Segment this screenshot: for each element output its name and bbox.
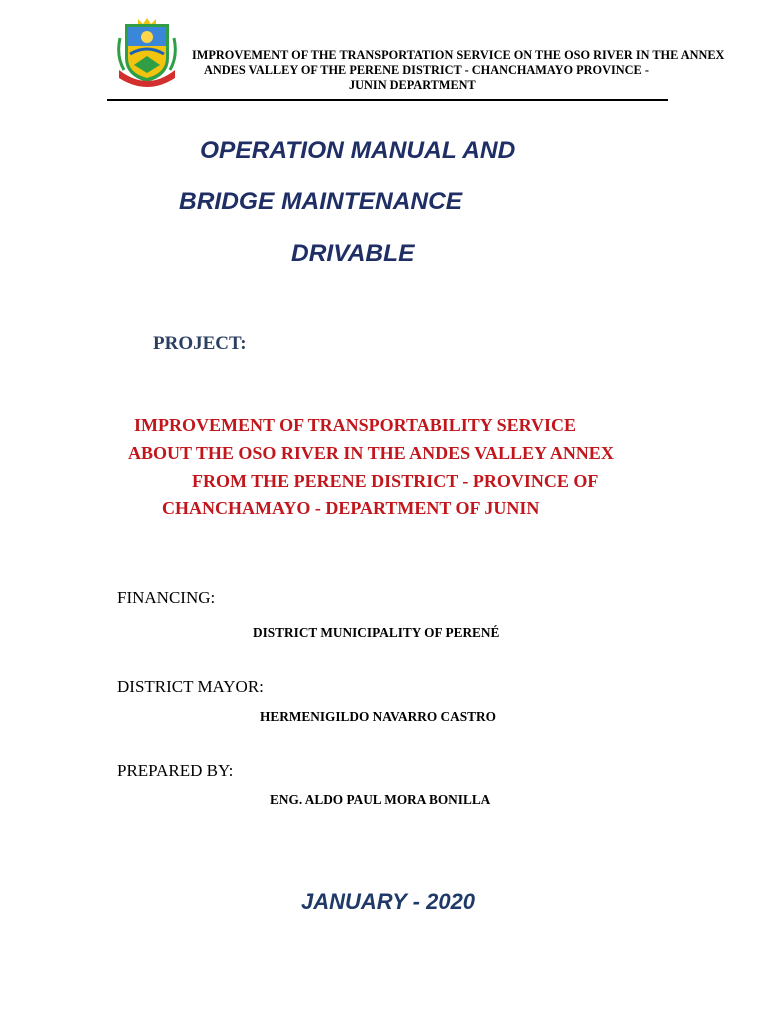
document-date: JANUARY - 2020 <box>301 889 476 914</box>
prepared-by-label: PREPARED BY: <box>117 761 234 780</box>
project-label: PROJECT: <box>153 333 247 354</box>
project-line-3: FROM THE PERENE DISTRICT - PROVINCE OF <box>192 471 599 491</box>
header-rule <box>107 99 668 101</box>
title-line-1: OPERATION MANUAL AND <box>200 137 516 164</box>
financing-label: FINANCING: <box>117 588 216 607</box>
project-line-4: CHANCHAMAYO - DEPARTMENT OF JUNIN <box>162 498 540 518</box>
prepared-by-value: ENG. ALDO PAUL MORA BONILLA <box>270 792 491 807</box>
mayor-label: DISTRICT MAYOR: <box>117 677 264 696</box>
mayor-value: HERMENIGILDO NAVARRO CASTRO <box>260 709 496 724</box>
title-line-2: BRIDGE MAINTENANCE <box>179 188 463 215</box>
municipal-crest-logo <box>116 18 178 88</box>
project-line-1: IMPROVEMENT OF TRANSPORTABILITY SERVICE <box>134 415 576 435</box>
project-line-2: ABOUT THE OSO RIVER IN THE ANDES VALLEY ANNEX <box>128 443 614 463</box>
header-line-3: JUNIN DEPARTMENT <box>349 78 476 92</box>
title-line-3: DRIVABLE <box>291 240 415 267</box>
financing-value: DISTRICT MUNICIPALITY OF PERENÉ <box>253 625 500 640</box>
header-line-2: ANDES VALLEY OF THE PERENE DISTRICT - CHANCHAMAYO PROVINCE - <box>204 63 649 77</box>
municipal-crest-icon <box>116 18 178 88</box>
header-line-1: IMPROVEMENT OF THE TRANSPORTATION SERVICE ON THE OSO RIVER IN THE ANNEX <box>192 48 725 62</box>
